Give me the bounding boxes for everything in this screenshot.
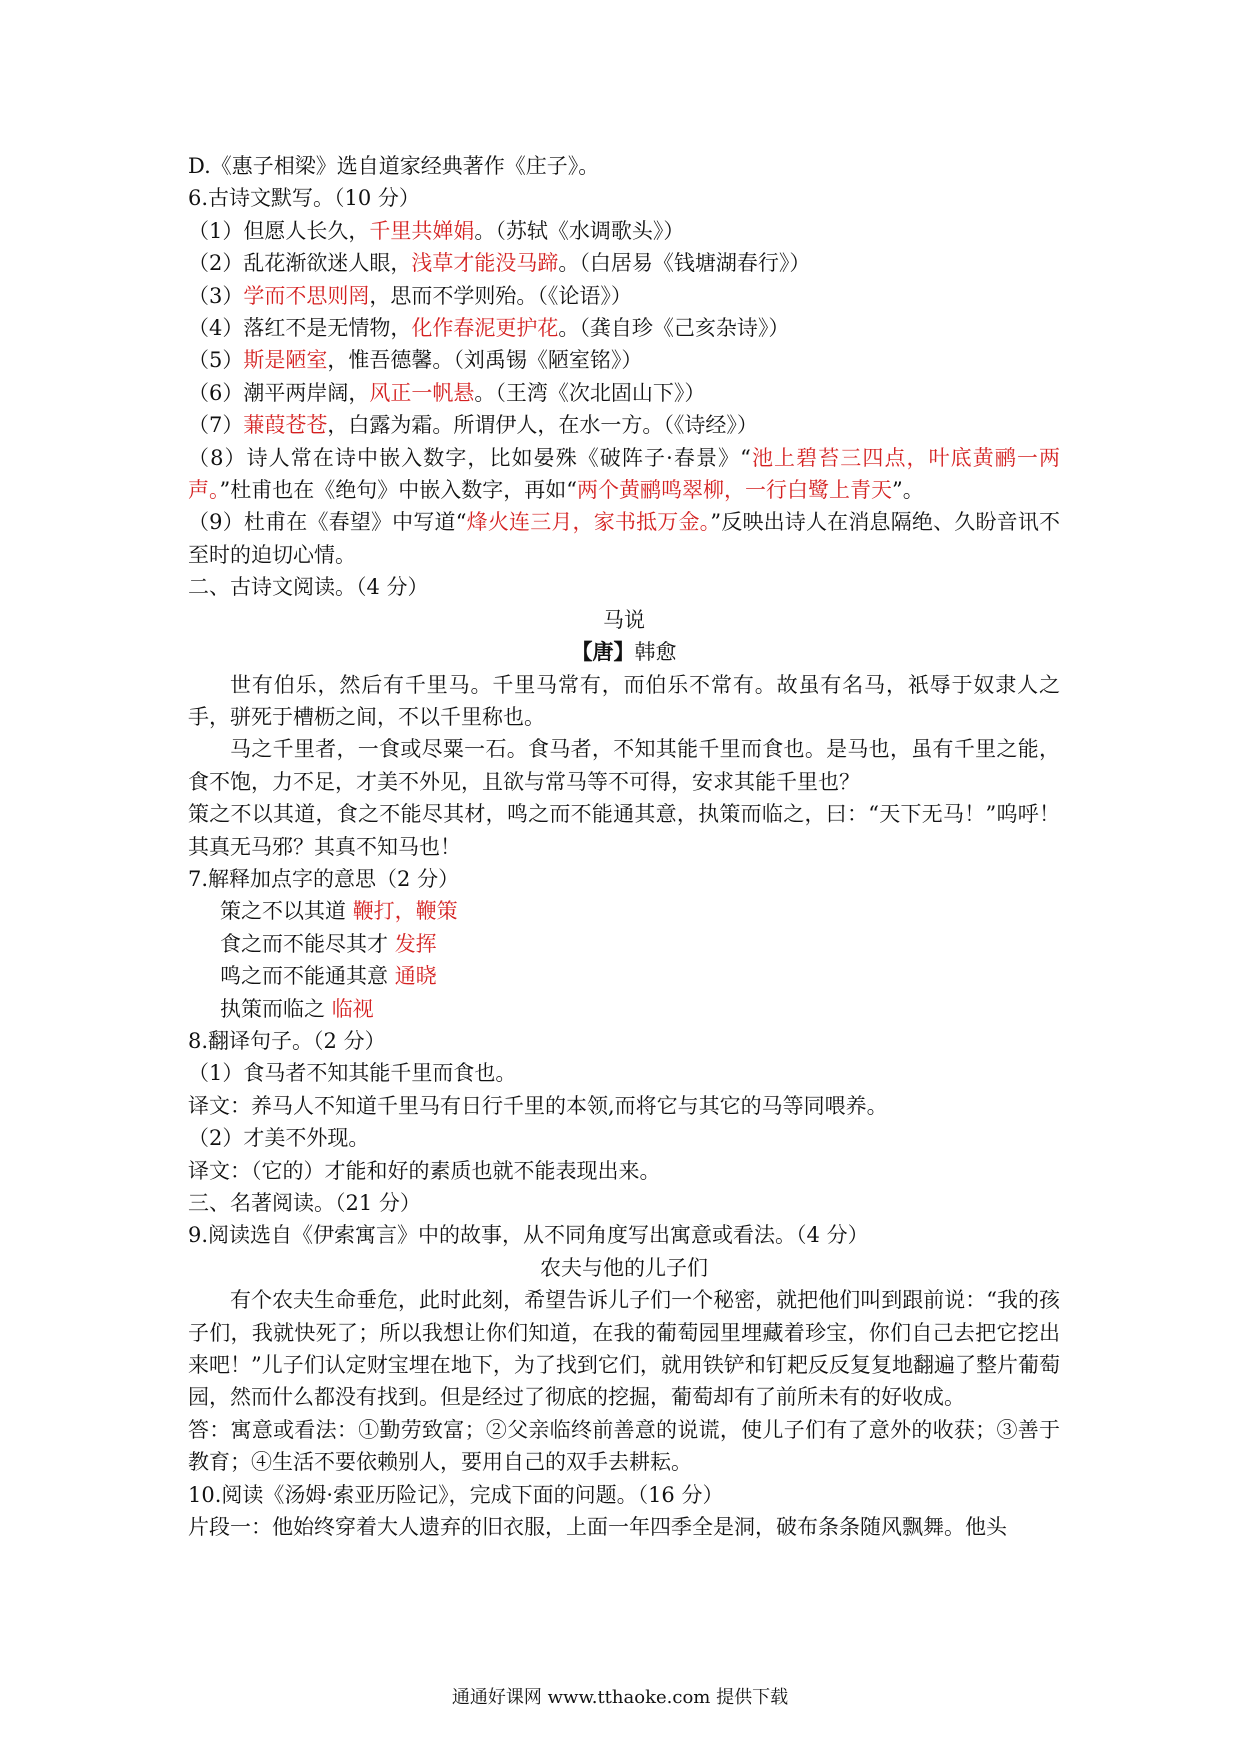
q7-answer: 鞭打，鞭策: [352, 899, 458, 924]
q8-sentence-1: （1）食马者不知其能千里而食也。: [188, 1061, 517, 1086]
q7-item-3: [188, 960, 1060, 992]
q8-sentence-2: （2）才美不外现。: [188, 1126, 370, 1151]
q7-phrase: 鸣之而不能通其意: [220, 964, 388, 989]
poem-title: 马说: [603, 607, 645, 632]
q6-item-post: ，惟吾德馨。（刘禹锡《陋室铭》）: [327, 348, 643, 373]
q6-item-post: ，思而不学则殆。（《论语》）: [369, 283, 632, 308]
q7-answer: 临视: [331, 996, 374, 1021]
q7-answer: 发挥: [394, 931, 437, 956]
section-3-title: 三、名著阅读。（21 分）: [188, 1191, 421, 1215]
story-title: 农夫与他的儿子们: [540, 1255, 708, 1280]
section-d-line: D.《惠子相梁》选自道家经典著作《庄子》。: [188, 154, 600, 178]
poem-dynasty: 【唐】: [571, 639, 635, 665]
q6-item-post: 。（白居易《钱塘湖春行》）: [558, 251, 811, 276]
q6-8-answer-2: 两个黄鹂鸣翠柳，一行白鹭上青天: [576, 478, 892, 503]
q6-item-answer: 斯是陋室: [243, 348, 328, 373]
poem-author: 韩愈: [634, 640, 677, 665]
poem-paragraph-1: 世有伯乐，然后有千里马。千里马常有，而伯乐不常有。故虽有名马，祇辱于奴隶人之手，骈死于槽枥之间，不以千里称也。: [188, 672, 1060, 729]
q8-title: 8.翻译句子。（2 分）: [188, 1028, 386, 1053]
q7-title: 7.解释加点字的意思（2 分）: [188, 866, 460, 891]
q7-item-4: [188, 993, 1060, 1025]
poem-author-line: [188, 636, 1060, 668]
q6-item-answer: 学而不思则罔: [243, 283, 370, 308]
q6-title: 6.古诗文默写。（10 分）: [188, 186, 420, 211]
q6-item-answer: 蒹葭苍苍: [243, 413, 328, 438]
q6-item-7: [188, 409, 1060, 441]
q6-item-post: ，白露为霜。所谓伊人，在水一方。（《诗经》）: [327, 413, 758, 438]
q6-item-8: [188, 442, 1060, 507]
page-footer: 通通好课网 www.tthaoke.com 提供下载: [451, 1687, 789, 1708]
q7-item-1: [188, 895, 1060, 927]
q6-item-pre: （3）: [188, 283, 244, 308]
q6-item-pre: （4）落红不是无情物，: [188, 316, 412, 341]
q6-item-pre: （1）但愿人长久，: [188, 218, 370, 243]
q6-item-answer: 浅草才能没马蹄: [411, 251, 559, 276]
q7-item-2: [188, 928, 1060, 960]
q6-8-post: ”。: [891, 478, 924, 503]
q6-item-pre: （6）潮平两岸阔，: [188, 380, 370, 405]
q9-title: 9.阅读选自《伊索寓言》中的故事，从不同角度写出寓意或看法。（4 分）: [188, 1223, 869, 1248]
q6-item-pre: （2）乱花渐欲迷人眼，: [188, 251, 412, 276]
q6-item-2: [188, 247, 1060, 279]
q6-item-4: [188, 312, 1060, 344]
q6-item-post: 。（王湾《次北固山下》）: [474, 380, 706, 405]
poem-paragraph-2: 马之千里者，一食或尽粟一石。食马者，不知其能千里而食也。是马也，虽有千里之能，食不饱，力不足，才美不外见，且欲与常马等不可得，安求其能千里也？: [188, 737, 1060, 794]
q6-8-answer-1: 池上碧苔三四点，叶底黄鹂一两声。: [188, 445, 1061, 503]
q6-item-answer: 风正一帆悬: [369, 380, 475, 405]
page-content: [188, 150, 1060, 1543]
q6-item-answer: 化作春泥更护花: [411, 316, 559, 341]
q7-phrase: 食之而不能尽其才: [220, 931, 388, 956]
story-paragraph: 有个农夫生命垂危，此时此刻，希望告诉儿子们一个秘密，就把他们叫到跟前说：“我的孩子们，我就快死了；所以我想让你们知道，在我的葡萄园里埋藏着珍宝，你们自己去把它挖出来吧！”儿子们认定财宝埋在地下，为了找到它们，就用铁铲和钉耙反反复复地翻遍了整片葡萄园，然而什么都没有找到。但是经过了彻底的挖掘，葡萄却有了前所未有的好收成。: [188, 1288, 1060, 1410]
q6-9-post: ”反映出诗人在消息隔绝、久盼音讯不至时的迫切心情。: [188, 510, 1060, 567]
q6-8-mid: ”杜甫也在《绝句》中嵌入数字，再如“: [219, 478, 577, 503]
q6-8-pre: （8）诗人常在诗中嵌入数字，比如晏殊《破阵子·春景》“: [188, 445, 751, 470]
poem-paragraph-3: 策之不以其道，食之不能尽其材，鸣之而不能通其意，执策而临之，曰：“天下无马！”呜呼！其真无马邪？其真不知马也！: [188, 802, 1060, 859]
q6-item-3: [188, 280, 1060, 312]
q6-item-post: 。（龚自珍《己亥杂诗》）: [558, 316, 790, 341]
q6-item-answer: 千里共婵娟: [369, 218, 475, 243]
q6-item-pre: （5）: [188, 348, 244, 373]
q6-9-pre: （9）杜甫在《春望》中写道“: [188, 510, 467, 535]
q6-item-post: 。（苏轼《水调歌头》）: [474, 218, 685, 243]
q7-phrase: 执策而临之: [220, 996, 325, 1021]
q8-translation-1: 译文：养马人不知道千里马有日行千里的本领,而将它与其它的马等同喂养。: [188, 1093, 888, 1118]
q8-translation-2: 译文：（它的）才能和好的素质也就不能表现出来。: [188, 1158, 661, 1183]
q10-title: 10.阅读《汤姆·索亚历险记》，完成下面的问题。（16 分）: [188, 1482, 724, 1507]
q7-answer: 通晓: [394, 964, 437, 989]
section-2-title: 二、古诗文阅读。（4 分）: [188, 575, 429, 600]
q6-item-5: [188, 344, 1060, 376]
q6-9-answer: 烽火连三月，家书抵万金。: [466, 510, 711, 535]
q10-fragment-1: 片段一：他始终穿着大人遗弃的旧衣服，上面一年四季全是洞，破布条条随风飘舞。他头: [188, 1515, 1007, 1540]
q9-answer: 答：寓意或看法：①勤劳致富；②父亲临终前善意的说谎，使儿子们有了意外的收获；③善于教育；④生活不要依赖别人，要用自己的双手去耕耘。: [188, 1417, 1060, 1475]
q6-item-9: [188, 506, 1060, 571]
q7-phrase: 策之不以其道: [220, 899, 346, 924]
q6-item-pre: （7）: [188, 413, 244, 438]
q6-item-1: [188, 215, 1060, 247]
q6-item-6: [188, 377, 1060, 409]
